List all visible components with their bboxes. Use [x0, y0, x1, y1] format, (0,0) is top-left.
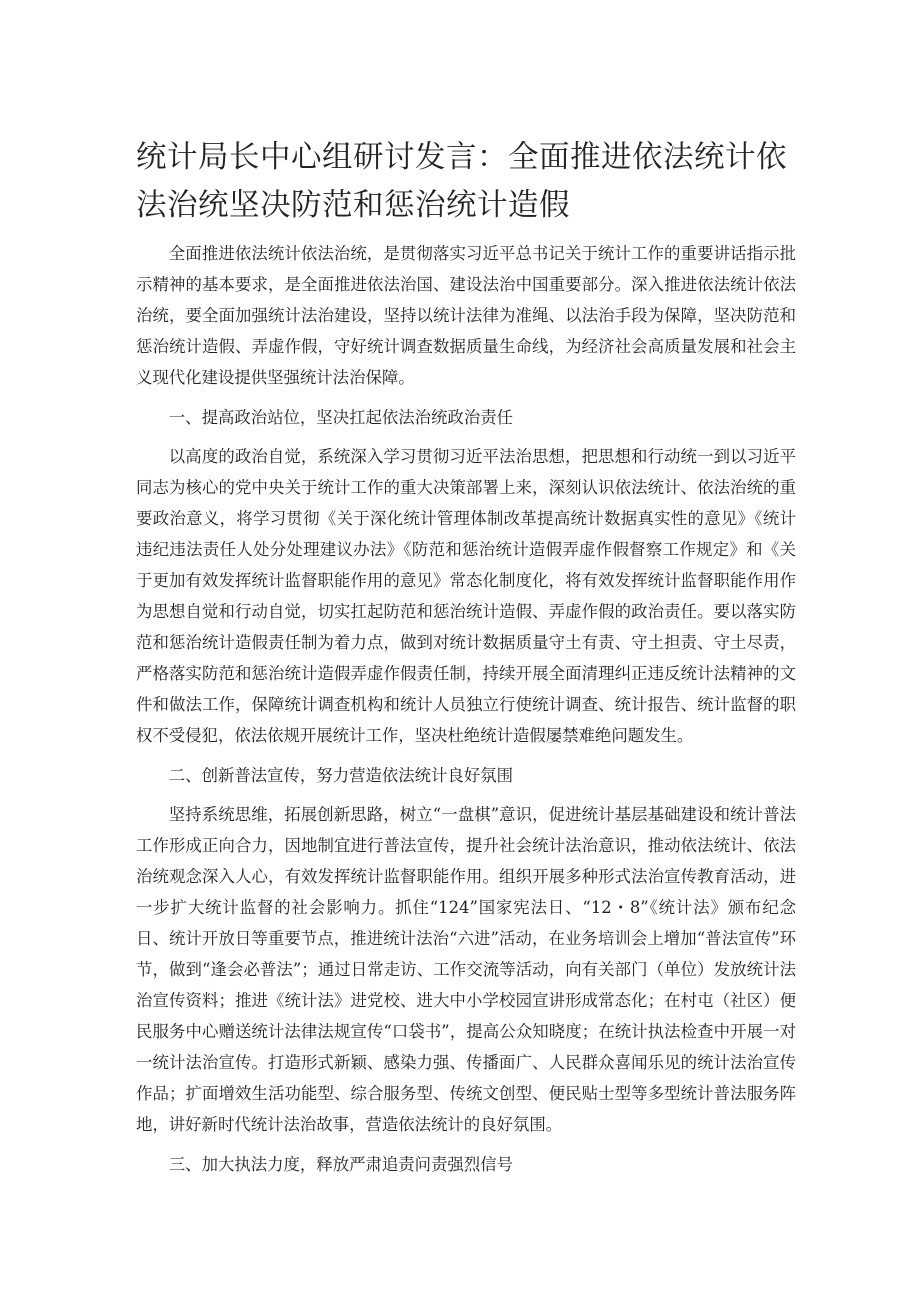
section-1-heading: 一、提高政治站位，坚决扛起依法治统政治责任: [168, 408, 513, 427]
section-2-body: 坚持系统思维，拓展创新思路，树立“一盘棋”意识，促进统计基层基础建设和统计普法工作形成正向合力，因地制宜进行普法宣传，提升社会统计法治意识，推动依法统计、依法治统观念深入人心，有效发挥统计监督职能作用。组织开展多种形式法治宣传教育活动，进一步扩大统计监督的社会影响力。抓住“124”国家宪法日、“12・8”《统计法》颁布纪念日、统计开放日等重要节点，推进统计法治“六进”活动，在业务培训会上增加“普法宣传”环节，做到“逢会必普法”；通过日常走访、工作交流等活动，向有关部门（单位）发放统计法治宣传资料；推进《统计法》进党校、进大中小学校园宣讲形成常态化；在村屯（社区）便民服务中心赠送统计法律法规宣传“口袋书”，提高公众知晓度；在统计执法检查中开展一对一统计法治宣传。打造形式新颖、感染力强、传播面广、人民群众喜闻乐见的统计法治宣传作品；扩面增效生活功能型、综合服务型、传统文创型、便民贴士型等多型统计普法服务阵地，讲好新时代统计法治故事，营造依法统计的良好氛围。: [136, 805, 796, 1134]
document-body: [136, 238, 796, 1188]
section-1-body: 以高度的政治自觉，系统深入学习贯彻习近平法治思想，把思想和行动统一到以习近平同志为核心的党中央关于统计工作的重大决策部署上来，深刻认识依法统计、依法治统的重要政治意义，将学习贯彻《关于深化统计管理体制改革提高统计数据真实性的意见》《统计违纪违法责任人处分处理建议办法》《防范和惩治统计造假弄虚作假督察工作规定》和《关于更加有效发挥统计监督职能作用的意见》常态化制度化，将有效发挥统计监督职能作用作为思想自觉和行动自觉，切实扛起防范和惩治统计造假、弄虚作假的政治责任。要以落实防范和惩治统计造假责任制为着力点，做到对统计数据质量守土有责、守土担责、守土尽责，严格落实防范和惩治统计造假弄虚作假责任制，持续开展全面清理纠正违反统计法精神的文件和做法工作，保障统计调查机构和统计人员独立行使统计调查、统计报告、统计监督的职权不受侵犯，依法依规开展统计工作，坚决杜绝统计造假屡禁难绝问题发生。: [136, 447, 796, 745]
intro-paragraph: 全面推进依法统计依法治统，是贯彻落实习近平总书记关于统计工作的重要讲话指示批示精神的基本要求，是全面推进依法治国、建设法治中国重要部分。深入推进依法统计依法治统，要全面加强统计法治建设，坚持以统计法律为准绳、以法治手段为保障，坚决防范和惩治统计造假、弄虚作假，守好统计调查数据质量生命线，为经济社会高质量发展和社会主义现代化建设提供坚强统计法治保障。: [136, 244, 796, 387]
section-3-heading: 三、加大执法力度，释放严肃追责问责强烈信号: [168, 1155, 513, 1174]
section-2-heading: 二、创新普法宣传，努力营造依法统计良好氛围: [168, 766, 513, 785]
document-title: 统计局长中心组研讨发言：全面推进依法统计依法治统坚决防范和惩治统计造假: [136, 140, 787, 223]
